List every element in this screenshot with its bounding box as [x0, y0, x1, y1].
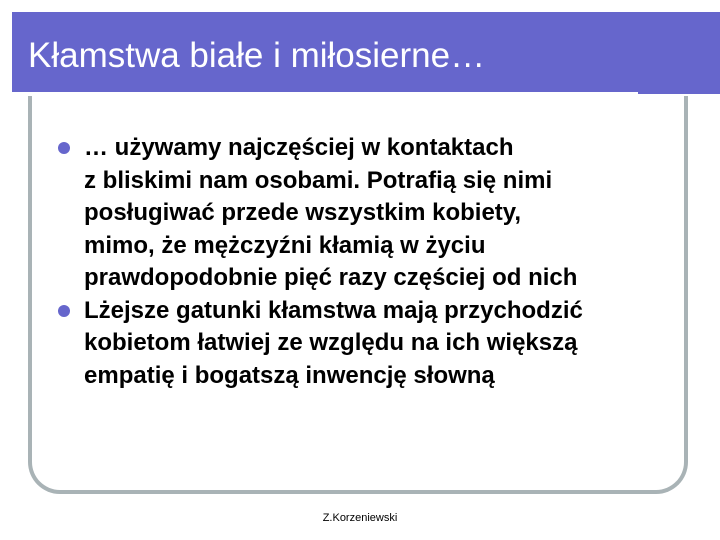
list-item [58, 295, 698, 393]
bullet-text: Lżejsze gatunki kłamstwa mają przychodzić kobietom łatwiej ze względu na ich większą empatię i bogatszą inwencję słowną [84, 296, 583, 389]
bullet-list [58, 132, 698, 392]
list-item [58, 132, 698, 295]
bullet-icon [58, 142, 70, 154]
slide-title: Kłamstwa białe i miłosierne… [28, 36, 486, 75]
footer-author: Z.Korzeniewski [322, 512, 398, 524]
bullet-icon [58, 305, 70, 317]
bullet-text: … używamy najczęściej w kontaktach z bliskimi nam osobami. Potrafią się nimi posługiwać przede wszystkim kobiety, mimo, że mężczyźni kłamią w życiu prawdopodobnie pięć razy częściej od nich [84, 134, 578, 291]
